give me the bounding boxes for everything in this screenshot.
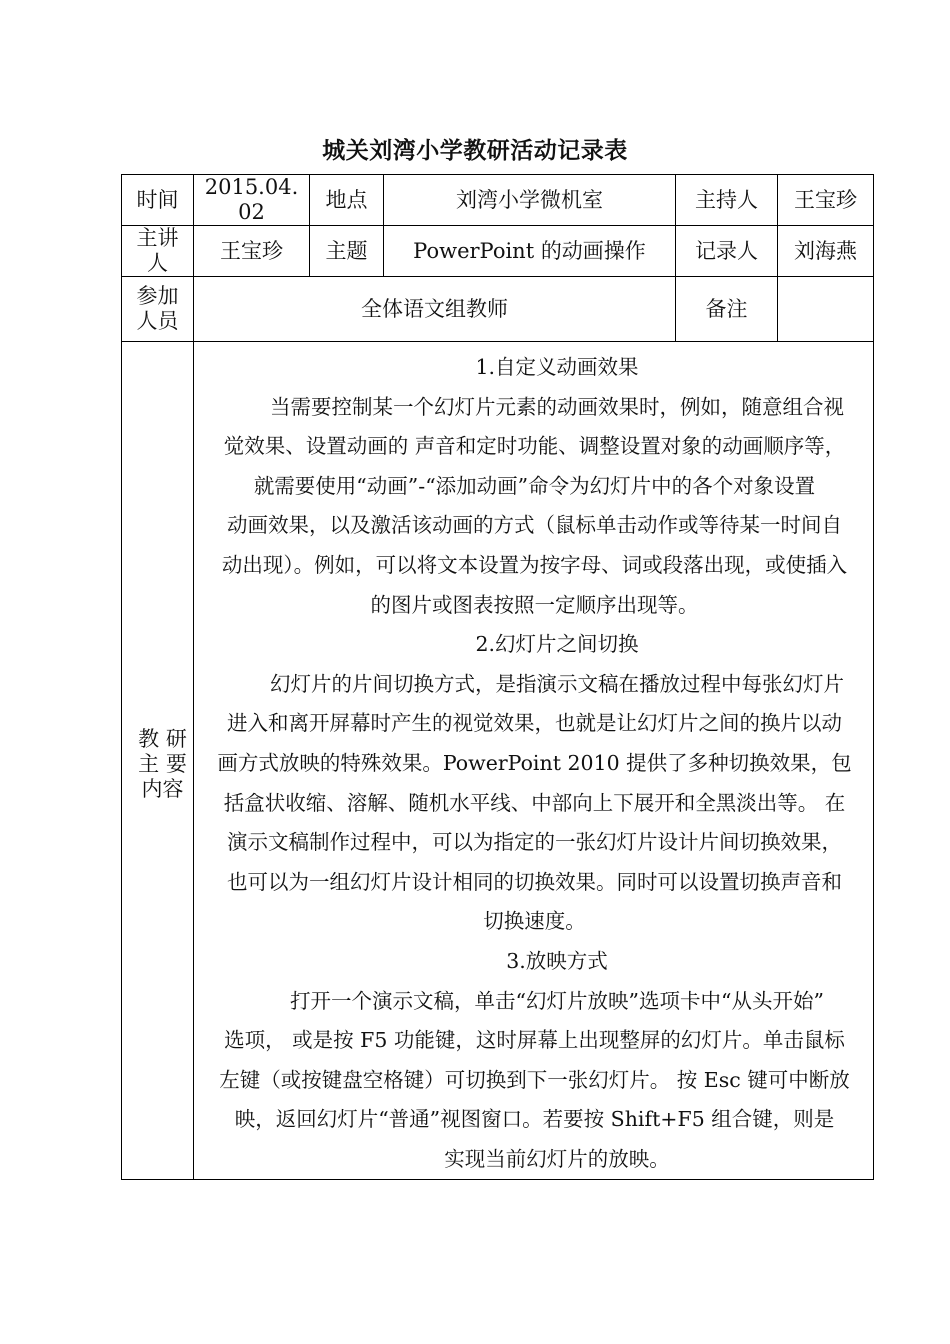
- participants-value: 全体语文组教师: [194, 277, 676, 342]
- content-line: 1.自定义动画效果: [475, 355, 639, 379]
- participants-label-line: 人员: [136, 309, 179, 333]
- speaker-label: [122, 226, 194, 277]
- content-line: 动出现）。例如，可以将文本设置为按字母、词或段落出现，或使插入: [221, 552, 848, 577]
- content-line: 进入和离开屏幕时产生的视觉效果，也就是让幻灯片之间的换片以动: [227, 711, 842, 736]
- content-label: [122, 342, 194, 1180]
- page-title: 城关刘湾小学教研活动记录表: [322, 138, 628, 164]
- content-label-line: 主 要: [138, 752, 187, 777]
- table-row: [122, 277, 874, 342]
- speaker-value: 王宝珍: [194, 226, 310, 277]
- host-label: 主持人: [676, 175, 778, 226]
- topic-value: PowerPoint 的动画操作: [384, 226, 676, 277]
- content-body: [194, 342, 874, 1180]
- content-line: 切换速度。: [483, 909, 586, 934]
- content-line: 就需要使用“动画”-“添加动画”命令为幻灯片中的各个对象设置: [253, 473, 816, 498]
- place-value: 刘湾小学微机室: [384, 175, 676, 226]
- content-line: 演示文稿制作过程中，可以为指定的一张幻灯片设计片间切换效果，: [227, 830, 842, 855]
- recorder-value: 刘海燕: [778, 226, 874, 277]
- content-line: 也可以为一组幻灯片设计相同的切换效果。同时可以设置切换声音和: [227, 869, 842, 894]
- content-line: 括盒状收缩、溶解、随机水平线、中部向上下展开和全黑淡出等。 在: [223, 790, 846, 815]
- content-line: 2.幻灯片之间切换: [475, 632, 639, 657]
- content-line: 幻灯片的片间切换方式，是指演示文稿在播放过程中每张幻灯片: [270, 671, 844, 696]
- place-label: 地点: [310, 175, 384, 226]
- content-line: 的图片或图表按照一定顺序出现等。: [370, 592, 699, 617]
- topic-label: 主题: [310, 226, 384, 277]
- time-value-line: 2015.04.: [204, 175, 299, 199]
- speaker-label-line: 人: [147, 251, 168, 275]
- remarks-label: 备注: [676, 277, 778, 342]
- time-value: [194, 175, 310, 226]
- speaker-label-line: 主讲: [136, 226, 179, 250]
- content-line: 打开一个演示文稿，单击“幻灯片放映”选项卡中“从头开始”: [290, 988, 824, 1013]
- recorder-label: 记录人: [676, 226, 778, 277]
- record-table: [121, 174, 874, 1180]
- table-row: [122, 226, 874, 277]
- participants-label-line: 参加: [136, 284, 179, 308]
- time-label: 时间: [122, 175, 194, 226]
- content-label-line: 教 研: [138, 727, 187, 752]
- content-label-line: 内容: [141, 777, 184, 802]
- content-line: 画方式放映的特殊效果。PowerPoint 2010 提供了多种切换效果，包: [217, 750, 852, 775]
- content-line: 当需要控制某一个幻灯片元素的动画效果时，例如，随意组合视: [270, 394, 844, 419]
- time-value-line: 02: [238, 200, 265, 224]
- content-line: 映，返回幻灯片“普通”视图窗口。若要按 Shift+F5 组合键，则是: [234, 1107, 835, 1132]
- table-row: [122, 175, 874, 226]
- table-row: [122, 342, 874, 1180]
- content-line: 动画效果，以及激活该动画的方式（鼠标单击动作或等待某一时间自: [227, 513, 842, 538]
- content-line: 选项， 或是按 F5 功能键，这时屏幕上出现整屏的幻灯片。单击鼠标: [224, 1028, 845, 1053]
- content-line: 实现当前幻灯片的放映。: [444, 1146, 670, 1171]
- content-line: 左键（或按键盘空格键）可切换到下一张幻灯片。 按 Esc 键可中断放: [219, 1067, 850, 1092]
- participants-label: [122, 277, 194, 342]
- host-value: 王宝珍: [778, 175, 874, 226]
- content-line: 3.放映方式: [506, 948, 608, 973]
- content-line: 觉效果、设置动画的 声音和定时功能、调整设置对象的动画顺序等，: [223, 434, 846, 459]
- remarks-value: [778, 277, 874, 342]
